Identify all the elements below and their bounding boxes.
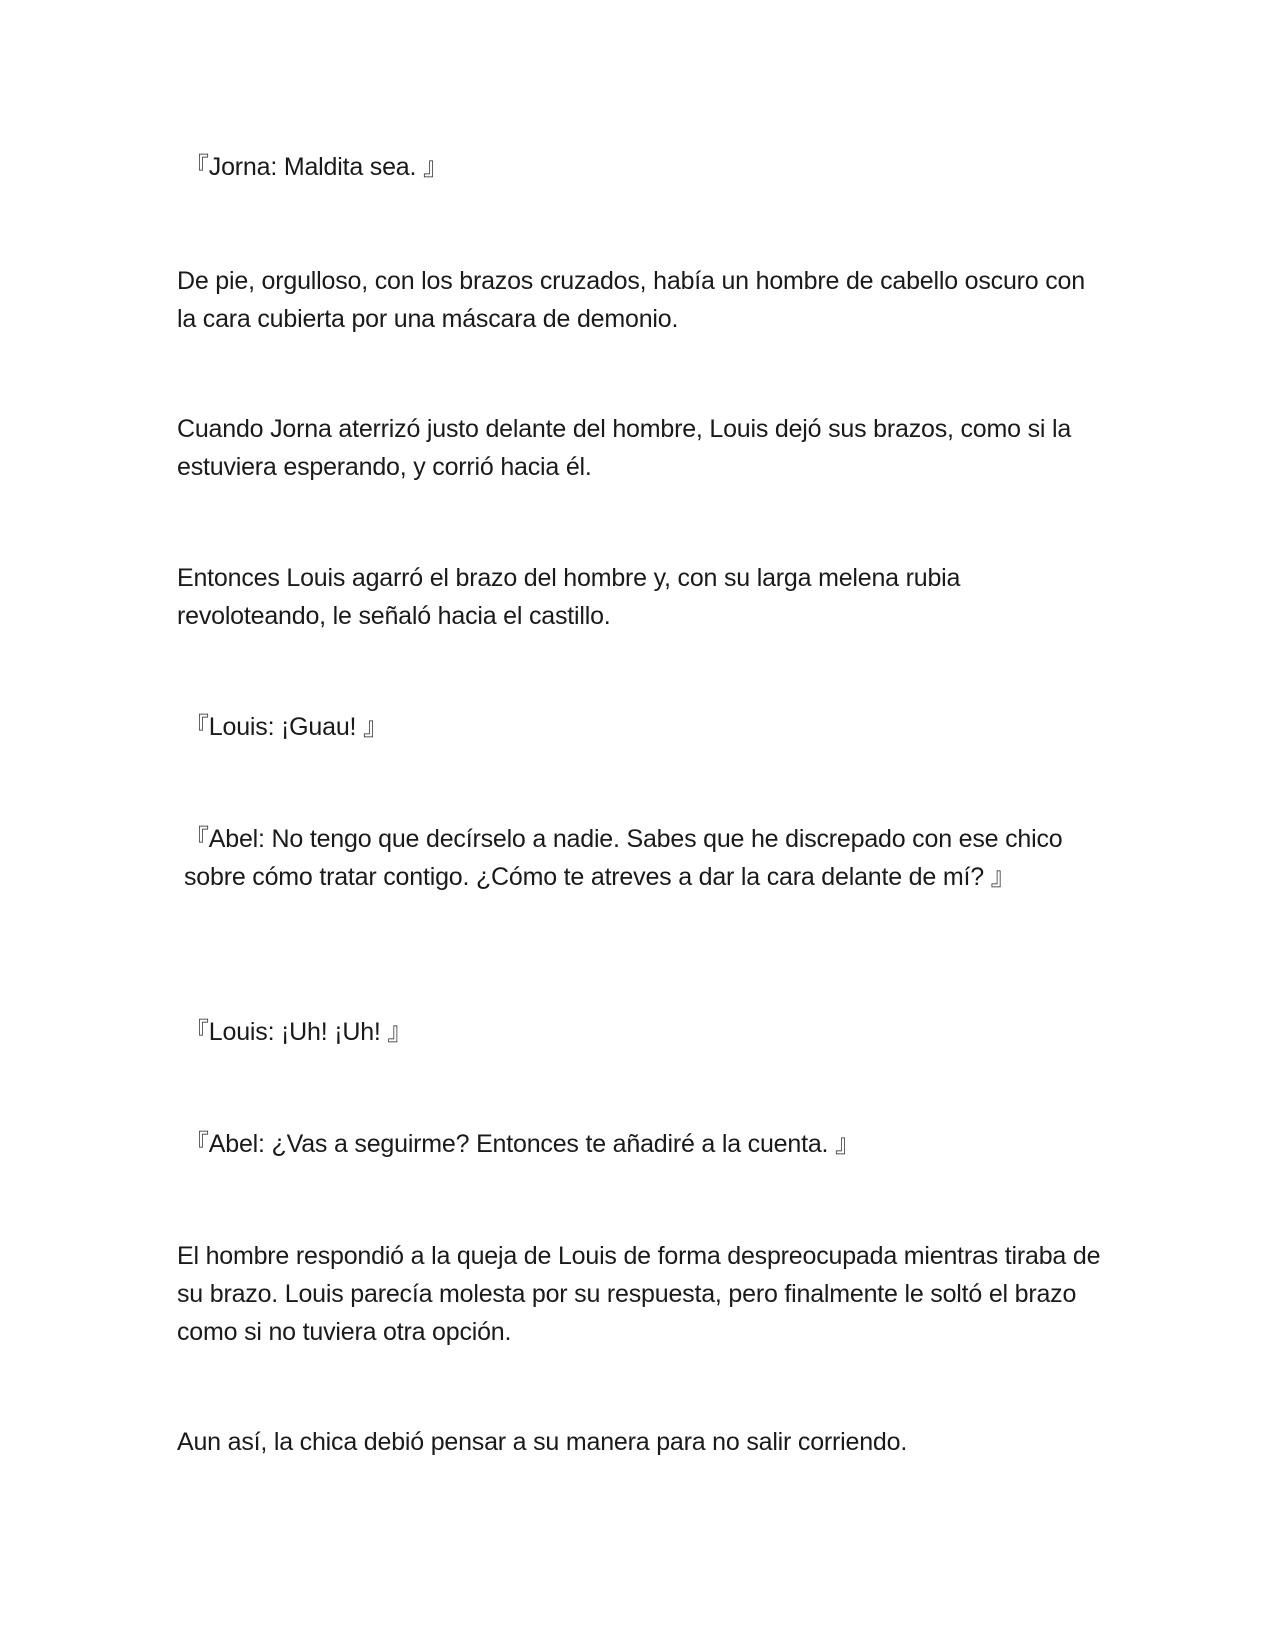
dialogue-abel-2: 『Abel: ¿Vas a seguirme? Entonces te añadiré a la cuenta. 』: [184, 1130, 860, 1158]
dialogue-abel-1: 『Abel: No tengo que decírselo a nadie. Sabes que he discrepado con ese chico sobre cómo tratar contigo. ¿Cómo te atreves a dar la cara delante de mí? 』: [184, 825, 1063, 891]
narration-paragraph-3: Entonces Louis agarró el brazo del hombre y, con su larga melena rubia revoloteando, le señaló hacia el castillo.: [177, 564, 961, 630]
dialogue-jorna-1: 『Jorna: Maldita sea. 』: [184, 153, 448, 181]
narration-paragraph-4: El hombre respondió a la queja de Louis de forma despreocupada mientras tiraba de su brazo. Louis parecía molesta por su respuesta, pero finalmente le soltó el brazo como si no tuviera otra opción.: [177, 1242, 1101, 1346]
narration-paragraph-2: Cuando Jorna aterrizó justo delante del hombre, Louis dejó sus brazos, como si la estuviera esperando, y corrió hacia él.: [177, 415, 1072, 481]
dialogue-louis-1: 『Louis: ¡Guau! 』: [184, 713, 388, 741]
narration-paragraph-5: Aun así, la chica debió pensar a su manera para no salir corriendo.: [177, 1428, 908, 1456]
narration-paragraph-1: De pie, orgulloso, con los brazos cruzados, había un hombre de cabello oscuro con la cara cubierta por una máscara de demonio.: [177, 267, 1085, 333]
dialogue-louis-2: 『Louis: ¡Uh! ¡Uh! 』: [184, 1018, 413, 1046]
